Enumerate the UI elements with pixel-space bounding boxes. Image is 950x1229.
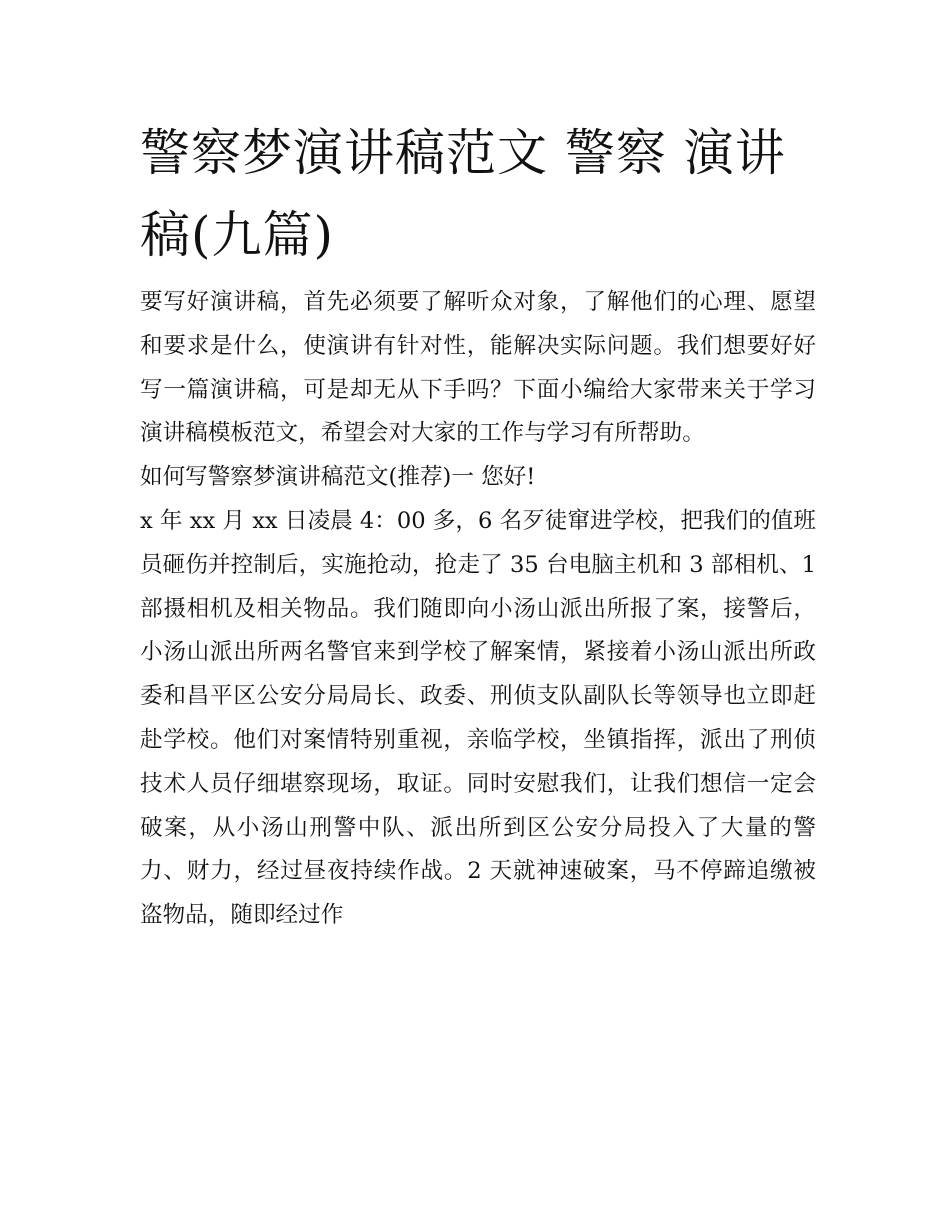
- document-body: [140, 281, 816, 938]
- body-paragraph: x 年 xx 月 xx 日凌晨 4：00 多，6 名歹徒窜进学校，把我们的值班员砸伤并控制后，实施抢动，抢走了 35 台电脑主机和 3 部相机、1 部摄相机及相关物品。我们随即向小汤山派出所报了案，接警后，小汤山派出所两名警官来到学校了解案情，紧接着小汤山派出所政委和昌平区公安分局局长、政委、刑侦支队副队长等领导也立即赶赴学校。他们对案情特别重视，亲临学校，坐镇指挥，派出了刑侦技术人员仔细堪察现场，取证。同时安慰我们，让我们想信一定会破案，从小汤山刑警中队、派出所到区公安分局投入了大量的警力、财力，经过昼夜持续作战。2 天就神速破案，马不停蹄追缴被盗物品，随即经过作: [140, 507, 816, 929]
- section-heading-paragraph: 如何写警察梦演讲稿范文(推荐)一 您好!: [140, 464, 536, 491]
- intro-paragraph: 要写好演讲稿，首先必须要了解听众对象，了解他们的心理、愿望和要求是什么，使演讲有针对性，能解决实际问题。我们想要好好写一篇演讲稿，可是却无从下手吗？下面小编给大家带来关于学习演讲稿模板范文，希望会对大家的工作与学习有所帮助。: [140, 289, 816, 447]
- document-title: 警察梦演讲稿范文 警察 演讲稿(九篇): [140, 124, 786, 264]
